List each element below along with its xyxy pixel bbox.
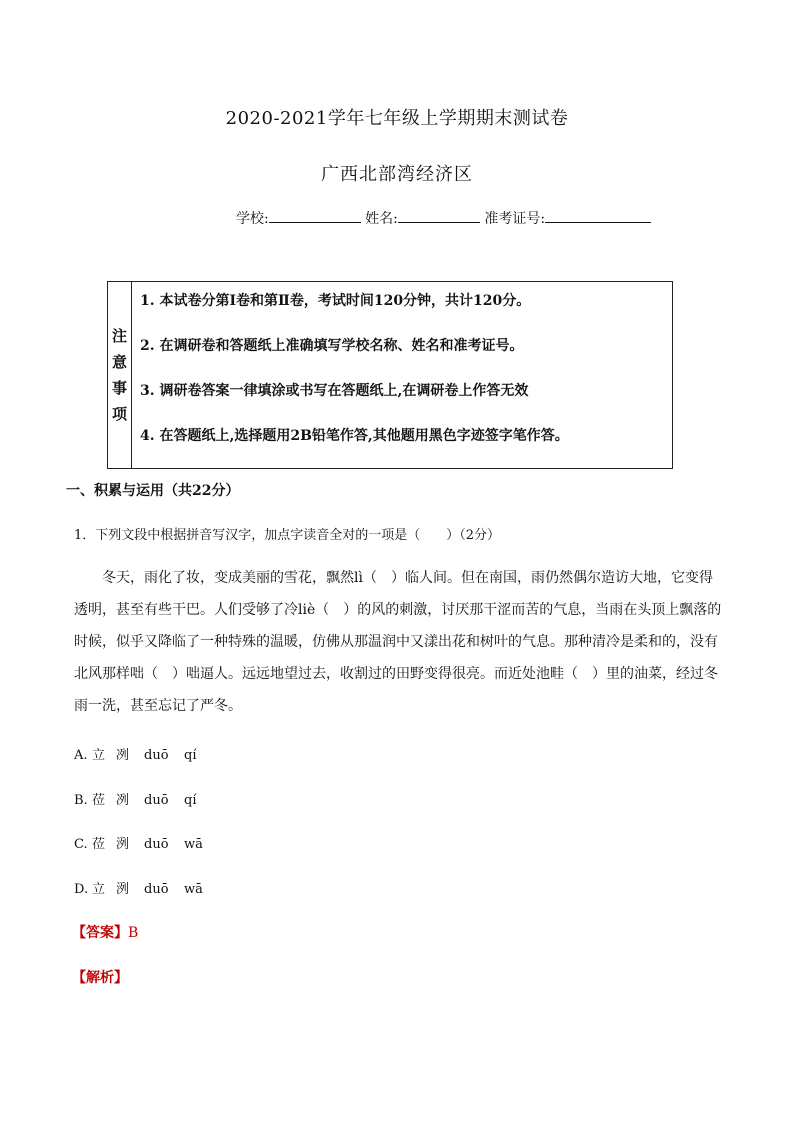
- notice-rule-4: 4. 在答题纸上,选择题用2B铅笔作答,其他题用黑色字迹签字笔作答。: [140, 428, 569, 444]
- question-passage: 冬天，雨化了妆，变成美丽的雪花，飘然lì（ ）临人间。但在南国，雨仍然偶尔造访大地，它变得透明，甚至有些干巴。人们受够了冷liè（ ）的风的刺激，讨厌那干涩而苦的气息，当雨在头顶上飘落的时候，似乎又降临了一种特殊的温暖，仿佛从那温润中又漾出花和树叶的气息。那种清冷是柔和的，没有北风那样咄（ ）咄逼人。远远地望过去，收割过的田野变得很亮。而近处池畦（ ）里的油菜，经过冬雨一洗，甚至忘记了严冬。: [74, 570, 722, 714]
- school-label: 学校:: [236, 211, 269, 227]
- option-char-2: 冽: [116, 793, 130, 808]
- notice-box: [107, 281, 673, 469]
- option-c: [74, 833, 203, 852]
- student-info-line: [236, 208, 651, 228]
- option-letter: C.: [74, 837, 88, 852]
- analysis-line: [72, 967, 128, 987]
- option-letter: A.: [74, 748, 88, 763]
- answer-value: B: [128, 925, 139, 941]
- option-pinyin-1: duō: [144, 748, 169, 763]
- option-char-2: 冽: [116, 748, 130, 763]
- option-letter: D.: [74, 882, 89, 897]
- option-char-1: 莅: [92, 837, 106, 852]
- option-char-2: 洌: [116, 837, 130, 852]
- option-a: [74, 744, 196, 763]
- school-blank: [269, 208, 361, 223]
- section-heading: 一、积累与运用（共22分）: [66, 483, 240, 499]
- option-pinyin-2: qí: [184, 748, 197, 763]
- option-pinyin-2: wā: [184, 882, 203, 897]
- notice-rule-2: 2. 在调研卷和答题纸上准确填写学校名称、姓名和准考证号。: [140, 338, 524, 354]
- option-pinyin-2: wā: [184, 837, 203, 852]
- option-letter: B.: [74, 793, 88, 808]
- notice-label-cell: [108, 282, 132, 468]
- option-char-1: 立: [92, 748, 106, 763]
- notice-rule-1: 1. 本试卷分第Ⅰ卷和第Ⅱ卷，考试时间120分钟，共计120分。: [140, 293, 531, 309]
- name-label: 姓名:: [365, 211, 398, 227]
- option-char-1: 立: [92, 882, 106, 897]
- question-stem: 1．下列文段中根据拼音写汉字，加点字读音全对的一项是（ ）（2分）: [74, 528, 501, 543]
- option-pinyin-1: duō: [144, 837, 169, 852]
- option-char-1: 莅: [92, 793, 106, 808]
- region-subtitle: 广西北部湾经济区: [321, 164, 473, 185]
- option-pinyin-2: qí: [184, 793, 197, 808]
- option-char-2: 洌: [116, 882, 130, 897]
- exam-no-blank: [545, 208, 651, 223]
- notice-rule-3: 3. 调研卷答案一律填涂或书写在答题纸上,在调研卷上作答无效: [140, 383, 529, 399]
- option-pinyin-1: duō: [144, 882, 169, 897]
- answer-line: [72, 922, 138, 942]
- option-b: [74, 789, 196, 808]
- option-d: [74, 878, 203, 897]
- exam-no-label: 准考证号:: [484, 211, 546, 227]
- notice-label: 注意事项: [111, 327, 127, 423]
- page-title: 2020-2021学年七年级上学期期末测试卷: [225, 108, 569, 129]
- name-blank: [398, 208, 480, 223]
- option-pinyin-1: duō: [144, 793, 169, 808]
- answer-tag: 【答案】: [72, 925, 128, 941]
- analysis-tag: 【解析】: [72, 970, 128, 986]
